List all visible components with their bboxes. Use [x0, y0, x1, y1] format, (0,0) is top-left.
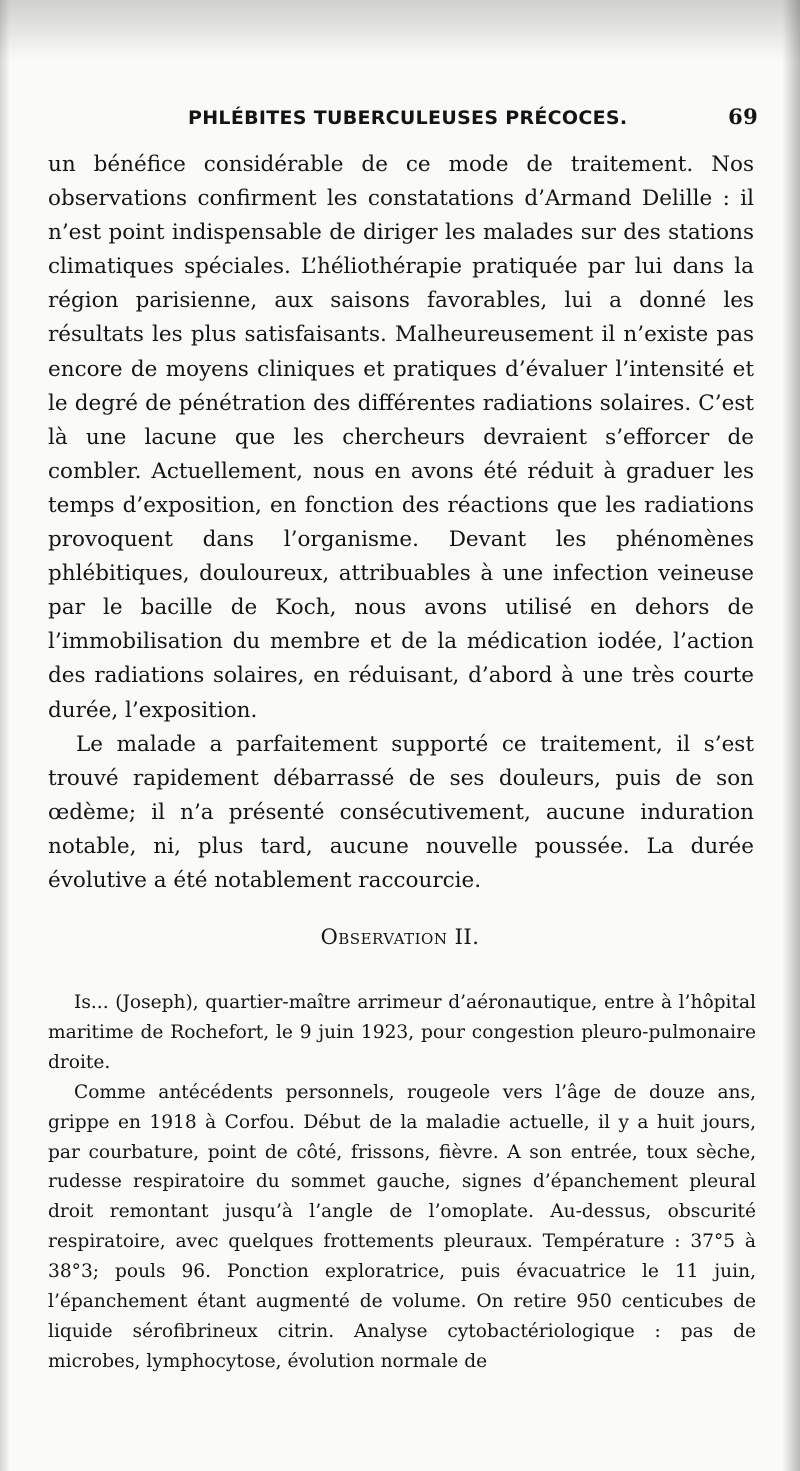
scan-edge-left — [0, 0, 10, 1471]
observation-paragraph: Is... (Joseph), quartier-maître arrimeur d’aéronautique, entre à l’hôpital maritime de Rochefort, le 9 juin 1923, pour congestion pleuro-pulmonaire droite. — [48, 992, 756, 1073]
body-paragraph: Le malade a parfaitement supporté ce traitement, il s’est trouvé rapidement débarrassé de ses douleurs, puis de son œdème; il n’a présenté consécutivement, aucune induration notable, ni, plus tard, aucune nouvelle poussée. La durée évolutive a été notablement raccourcie. — [48, 731, 754, 893]
scan-edge-right — [782, 0, 800, 1471]
observation-heading-text: Observation II. — [320, 925, 480, 949]
page-number: 69 — [728, 104, 758, 129]
observation-paragraph: Comme antécédents personnels, rougeole vers l’âge de douze ans, grippe en 1918 à Corfou. Début de la maladie actuelle, il y a huit jours, par courbature, point de côté, frissons, fièvre. A son entrée, toux sèche, rudesse respiratoire du sommet gauche, signes d’épanchement pleural droit remontant jusqu’à l’angle de l’omoplate. Au-dessus, obscurité respiratoire, avec quelques frottements pleuraux. Température : 37°5 à 38°3; pouls 96. Ponction exploratrice, puis évacuatrice le 11 juin, l’épanchement étant augmenté de volume. On retire 950 centicubes de liquide sérofibrineux citrin. Analyse cytobactériologique : pas de microbes, lymphocytose, évolution normale de — [48, 1081, 756, 1372]
body-paragraph: un bénéfice considérable de ce mode de traitement. Nos observations confirment les constatations d’Armand Delille : il n’est point indispensable de diriger les malades sur des stations climatiques spéciales. L’héliothérapie pratiquée par lui dans la région parisienne, aux saisons favorables, lui a donné les résultats les plus satisfaisants. Malheureusement il n’existe pas encore de moyens cliniques et pratiques d’évaluer l’intensité et le degré de pénétration des différentes radiations solaires. C’est là une lacune que les chercheurs devraient s’efforcer de combler. Actuellement, nous en avons été réduit à graduer les temps d’exposition, en fonction des réactions que les radiations provoquent dans l’organisme. Devant les phénomènes phlébitiques, douloureux, attribuables à une infection veineuse par le bacille de Koch, nous avons utilisé en dehors de l’immobilisation du membre et de la médication iodée, l’action des radiations solaires, en réduisant, d’abord à une très courte durée, l’exposition. — [48, 152, 754, 723]
main-text-block — [48, 148, 754, 898]
scan-edge-top — [0, 0, 800, 60]
running-title: PHLÉBITES TUBERCULEUSES PRÉCOCES. — [188, 107, 628, 129]
observation-heading — [0, 925, 800, 949]
running-header — [188, 104, 758, 138]
observation-text-block — [48, 988, 756, 1377]
